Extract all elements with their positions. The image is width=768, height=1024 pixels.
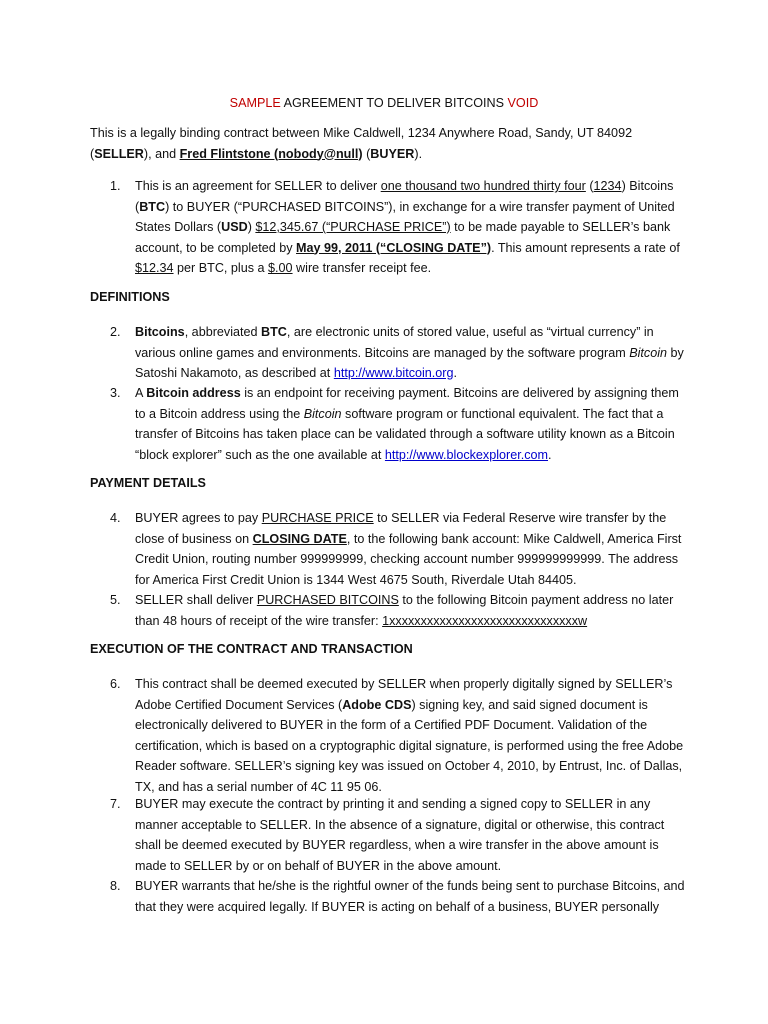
clause-number: 2.: [110, 325, 121, 339]
heading-payment-details: PAYMENT DETAILS: [90, 476, 206, 490]
clause-4: [110, 508, 690, 590]
clause-2: [110, 322, 690, 384]
clause-number: 7.: [110, 797, 121, 811]
bitcoin-address: 1xxxxxxxxxxxxxxxxxxxxxxxxxxxxxxw: [382, 613, 588, 628]
intro-paragraph: [90, 123, 690, 164]
clause-7: [110, 794, 690, 876]
clause-text: BUYER agrees to pay PURCHASE PRICE to SELLER via Federal Reserve wire transfer by the close of business on CLOSING DATE, to the following bank account: Mike Caldwell, America First Credit Union, routing number 999999999, checking account number 999999999999. The address for America First Credit Union is 1344 West 4675 South, Riverdale Utah 84405.: [135, 511, 682, 587]
clause-3: [110, 383, 690, 465]
clause-text: This contract shall be deemed executed by SELLER when properly digitally signed by SELLER’s Adobe Certified Document Services (Adobe CDS) signing key, and said signed document is electronically delivered to BUYER in the form of a Certified PDF Document. Validation of the certification, which is based on a cryptographic digital signature, is performed using the free Adobe Reader software. SELLER’s signing key was issued on October 4, 2010, by Entrust, Inc. of Dallas, TX, and has a serial number of 4C 11 95 06.: [135, 677, 684, 794]
intro-text: (: [362, 146, 371, 161]
clause-text: Bitcoins, abbreviated BTC, are electronic units of stored value, useful as “virtual currency” in various online games and environments. Bitcoins are managed by the software program Bitcoin by Satoshi Nakamoto, as described at http://www.bitcoin.org.: [135, 325, 684, 380]
intro-text: This is a legally binding contract between Mike Caldwell, 1234 Anywhere Road, Sandy, UT 84092 (: [90, 126, 633, 161]
clause-5: [110, 590, 690, 631]
clause-text: This is an agreement for SELLER to deliver one thousand two hundred thirty four (1234) Bitcoins (BTC) to BUYER (“PURCHASED BITCOINS”), in exchange for a wire transfer payment of United States Dollars (USD) $12,345.67 (“PURCHASE PRICE”) to be made payable to SELLER’s bank account, to be completed by May 99, 2011 (“CLOSING DATE”). This amount represents a rate of $12.34 per BTC, plus a $.00 wire transfer receipt fee.: [135, 179, 680, 275]
clause-number: 3.: [110, 386, 121, 400]
intro-text: ).: [414, 146, 423, 161]
bitcoin-org-link[interactable]: http://www.bitcoin.org: [333, 366, 454, 380]
clause-text: SELLER shall deliver PURCHASED BITCOINS to the following Bitcoin payment address no later than 48 hours of receipt of the wire transfer: 1xxxxxxxxxxxxxxxxxxxxxxxxxxxxxxw: [135, 593, 674, 628]
blockexplorer-link[interactable]: http://www.blockexplorer.com: [384, 447, 549, 462]
intro-buyer-name: Fred Flintstone (nobody@null): [179, 146, 363, 161]
clause-1: [110, 176, 690, 279]
clause-number: 6.: [110, 677, 121, 691]
clause-number: 8.: [110, 879, 121, 893]
clause-6: [110, 674, 690, 797]
intro-text: ), and: [143, 146, 180, 161]
clause-number: 5.: [110, 593, 121, 607]
heading-definitions: DEFINITIONS: [90, 290, 170, 304]
document-title: [0, 96, 768, 110]
intro-buyer: BUYER: [370, 146, 415, 161]
title-main: AGREEMENT TO DELIVER BITCOINS: [280, 96, 508, 110]
heading-execution: EXECUTION OF THE CONTRACT AND TRANSACTION: [90, 642, 413, 656]
title-sample: SAMPLE: [229, 96, 281, 110]
clause-text: BUYER may execute the contract by printing it and sending a signed copy to SELLER in any manner acceptable to SELLER. In the absence of a signature, digital or otherwise, this contract shall be deemed executed by BUYER regardless, when a wire transfer in the above amount is made to SELLER by or on behalf of BUYER in the above amount.: [135, 797, 665, 873]
clause-text: A Bitcoin address is an endpoint for receiving payment. Bitcoins are delivered by assigning them to a Bitcoin address using the Bitcoin software program or functional equivalent. The fact that a transfer of Bitcoins has taken place can be validated through a software utility known as a Bitcoin “block explorer” such as the one available at http://www.blockexplorer.com.: [135, 386, 679, 462]
clause-number: 1.: [110, 179, 121, 193]
clause-8: [110, 876, 690, 917]
intro-seller: SELLER: [94, 146, 144, 161]
clause-number: 4.: [110, 511, 121, 525]
clause-text: BUYER warrants that he/she is the rightful owner of the funds being sent to purchase Bitcoins, and that they were acquired legally. If BUYER is acting on behalf of a business, BUYER personally: [135, 879, 685, 914]
title-void: VOID: [507, 96, 539, 110]
